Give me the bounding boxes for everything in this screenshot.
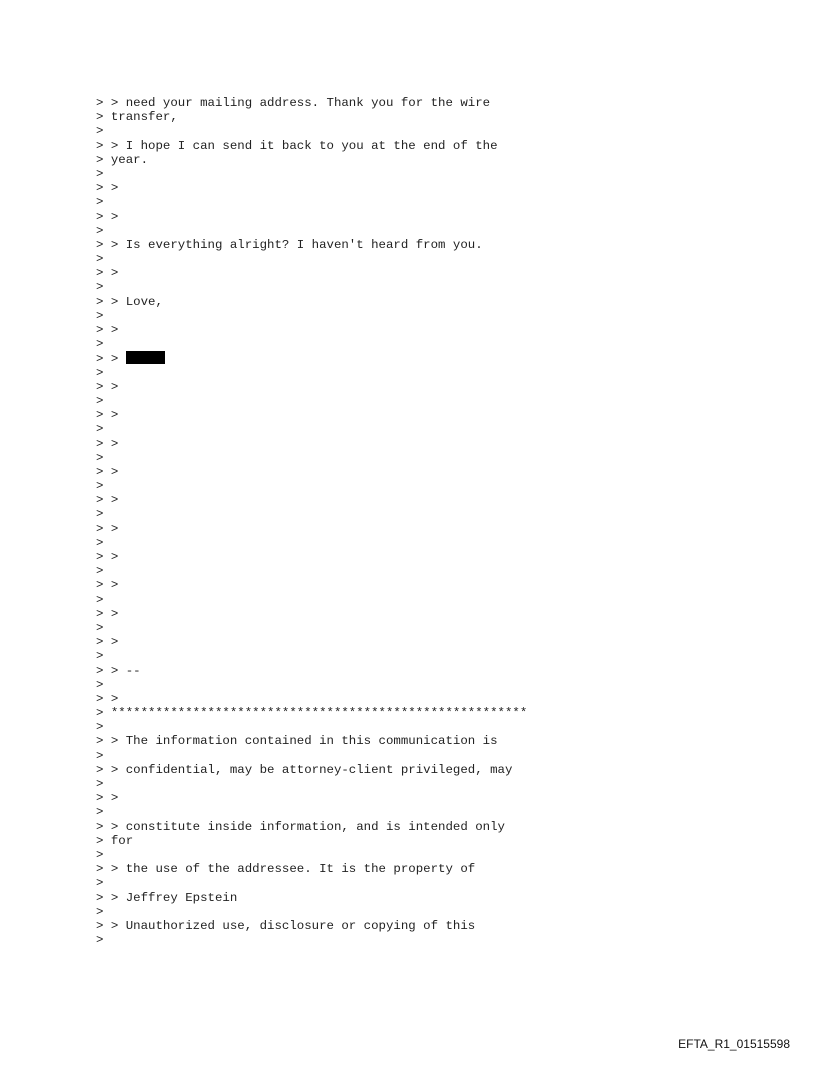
email-line-text: >: [96, 479, 104, 494]
email-line-text: >: [96, 720, 104, 735]
email-line-text: >: [96, 564, 104, 579]
email-line-text: > >: [96, 436, 119, 451]
email-line-text: > >: [96, 606, 119, 621]
email-line-text: > >: [96, 578, 119, 593]
email-line: [96, 522, 527, 536]
email-line-text: > for: [96, 833, 134, 848]
email-line-text: > > the use of the addressee. It is the property of: [96, 862, 476, 877]
email-line-text: >: [96, 847, 104, 862]
email-line: [96, 862, 527, 876]
email-line: [96, 337, 527, 351]
email-line: [96, 805, 527, 819]
email-line: [96, 110, 527, 124]
email-line-text: > > need your mailing address. Thank you for the wire: [96, 96, 491, 110]
email-line: [96, 437, 527, 451]
email-line-text: > ********************************************************: [96, 706, 528, 721]
email-line-text: > year.: [96, 152, 149, 167]
email-line-text: > >: [96, 791, 119, 806]
email-line-text: >: [96, 308, 104, 323]
email-line: [96, 280, 527, 294]
email-line: [96, 734, 527, 748]
email-line: [96, 124, 527, 138]
email-line: [96, 266, 527, 280]
email-line: [96, 465, 527, 479]
email-line: [96, 422, 527, 436]
email-line-text: > >: [96, 379, 119, 394]
email-line: [96, 635, 527, 649]
bates-number: EFTA_R1_01515598: [678, 1037, 790, 1051]
email-line-text: >: [96, 535, 104, 550]
email-line-text: > >: [96, 181, 119, 196]
email-line-text: >: [96, 649, 104, 664]
email-line-text: >: [96, 166, 104, 181]
email-line: [96, 295, 527, 309]
email-line: [96, 550, 527, 564]
email-line: [96, 323, 527, 337]
email-line: [96, 834, 527, 848]
email-line: [96, 607, 527, 621]
email-line: [96, 366, 527, 380]
email-line-text: >: [96, 933, 104, 948]
email-line-text: >: [96, 748, 104, 763]
email-line: [96, 664, 527, 678]
email-line: [96, 649, 527, 663]
email-line: [96, 692, 527, 706]
email-line-text: > >: [96, 323, 119, 337]
email-line: [96, 848, 527, 862]
email-line-text: >: [96, 365, 104, 380]
email-line-text: >: [96, 507, 104, 522]
email-line-text: >: [96, 337, 104, 352]
email-line-text: > > confidential, may be attorney-client privileged, may: [96, 762, 513, 777]
email-line: [96, 820, 527, 834]
email-line-text: > > --: [96, 663, 141, 678]
email-line-text: > >: [96, 464, 119, 479]
email-line-text: > >: [96, 550, 119, 564]
email-line: [96, 394, 527, 408]
email-line-text: >: [96, 805, 104, 820]
email-line: [96, 507, 527, 521]
email-line: [96, 621, 527, 635]
email-line: [96, 139, 527, 153]
email-line: [96, 96, 527, 110]
email-line: [96, 195, 527, 209]
email-line: [96, 578, 527, 592]
email-line-text: > > Unauthorized use, disclosure or copying of this: [96, 918, 476, 933]
email-line-text: > transfer,: [96, 110, 178, 125]
email-line: [96, 593, 527, 607]
email-line-text: >: [96, 677, 104, 692]
email-line-text: >: [96, 876, 104, 891]
email-line: [96, 252, 527, 266]
email-line: [96, 451, 527, 465]
email-line-text: > >: [96, 691, 119, 706]
email-line: [96, 749, 527, 763]
email-line-text: > > I hope I can send it back to you at the end of the: [96, 138, 498, 153]
email-line: [96, 167, 527, 181]
email-line-text: > > constitute inside information, and is intended only: [96, 819, 505, 834]
email-line: [96, 181, 527, 195]
email-line-text: > >: [96, 521, 119, 536]
email-line-text: > > Love,: [96, 294, 163, 309]
email-line-text: > >: [96, 408, 119, 423]
email-line: [96, 380, 527, 394]
email-line: [96, 706, 527, 720]
email-line-text: >: [96, 422, 104, 437]
email-line: [96, 493, 527, 507]
email-line: [96, 564, 527, 578]
email-line-text: >: [96, 195, 104, 210]
email-line: [96, 536, 527, 550]
email-line: [96, 905, 527, 919]
email-line: [96, 224, 527, 238]
email-line-text: > >: [96, 493, 119, 508]
email-line: [96, 763, 527, 777]
email-quoted-body: [96, 96, 527, 947]
email-line-text: > > Jeffrey Epstein: [96, 890, 238, 905]
email-line-text: >: [96, 252, 104, 267]
email-line-text: >: [96, 280, 104, 295]
email-line-text: > >: [96, 266, 119, 281]
email-line-text: >: [96, 777, 104, 791]
email-line-text: >: [96, 124, 104, 139]
email-line: [96, 876, 527, 890]
email-line: [96, 351, 527, 365]
redaction-box: [126, 351, 165, 364]
email-line: [96, 408, 527, 422]
email-line-text: > >: [96, 352, 126, 367]
email-line-text: >: [96, 223, 104, 238]
email-line-text: > >: [96, 209, 119, 224]
email-line: [96, 309, 527, 323]
email-line: [96, 210, 527, 224]
email-line: [96, 777, 527, 791]
email-line: [96, 720, 527, 734]
email-line-text: > >: [96, 635, 119, 650]
email-line-text: >: [96, 393, 104, 408]
email-line-text: >: [96, 904, 104, 919]
email-line: [96, 678, 527, 692]
email-line: [96, 891, 527, 905]
email-line-text: > > The information contained in this communication is: [96, 734, 498, 749]
email-line: [96, 238, 527, 252]
email-line-text: >: [96, 592, 104, 607]
email-line-text: >: [96, 620, 104, 635]
email-line-text: >: [96, 450, 104, 465]
email-line-text: > > Is everything alright? I haven't heard from you.: [96, 237, 483, 252]
email-line: [96, 479, 527, 493]
email-line: [96, 919, 527, 933]
email-line: [96, 791, 527, 805]
email-line: [96, 933, 527, 947]
email-line: [96, 153, 527, 167]
